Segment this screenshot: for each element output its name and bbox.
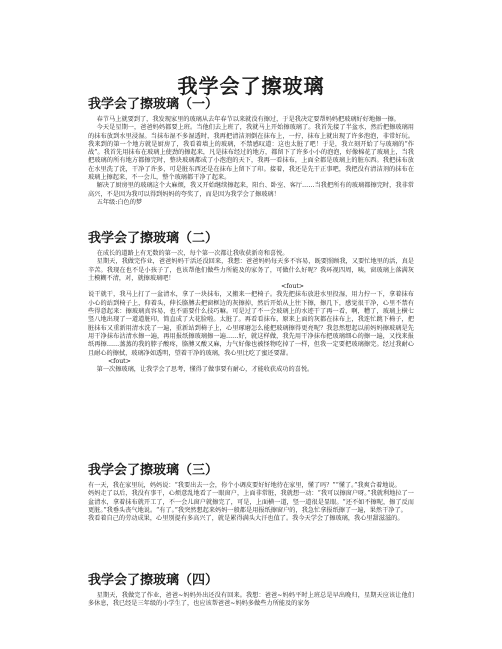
section-2-paragraph: 星期天，我做完作业，爸爸妈妈干活还没回来，我想：爸爸妈妈每天多不容易，既要照顾我，又要忙地里的活，真是辛苦。我现在也不是小孩子了，也该帮他们做些力所能及的家务了，可做什么好呢？我环视四周，咦，窗玻璃上落满灰土模糊不清，对，就擦玻璃吧！ bbox=[88, 258, 414, 282]
section-2-paragraph: 说干就干，我马上打了一盆清水，拿了一块抹布，又搬来一把椅子。我先把抹布放进水里投湿，用力拧一下，拿着抹布小心的站到椅子上，仰着头，伸长胳膊去把窗框边的灰擦掉，然后开始从上往下擦，擦几下，感觉很干净，心里不禁有些得意起来：擦玻璃真容易，也不需要什么技巧嘛。可是过了不一会玻璃上的水迹干了再一看，啊，糟了，玻璃上横七竖八地出现了一道道脏印，简直成了大花脸啦。太脏了。再看看抹布，原来上面的灰都在抹布上，我连忙跳下椅子，把脏抹布又重新用清水洗了一遍，重新站到椅子上，心里琢磨怎么能把玻璃擦得更亮呢？我忽然想起以前妈妈擦玻璃是先用干净抹布沾清水擦一遍，再用报纸擦玻璃擦一遍……好，就这样做，我先用干净抹布把玻璃细心的擦一遍，又找来报纸再擦……蒸蒸的我的脖子酸疼，胳膊又酸又麻，力气好像也被怪物吃掉了一样，但我一定要把玻璃擦完。经过我耐心且耐心的擦拭，玻璃净如透明，望着干净的玻璃，我心里比吃了蜜还要甜。 bbox=[88, 291, 414, 357]
section-4-paragraph: 星期天，我做完了作业，爸爸~妈妈外出还没有回来。我想：爸爸~妈妈平时上班总是早出晚归，星期天应该让他们多休息，我已经是三年级的小学生了，也应该帮爸爸~妈妈多做些力所能及的家务 bbox=[88, 592, 414, 608]
section-3 bbox=[88, 462, 414, 523]
section-3-heading: 我学会了擦玻璃（三） bbox=[88, 463, 219, 478]
section-1-paragraph: 解决了厨房里的玻璃这个大麻烦，我又开始继续擦起来，阳台、卧室、客厅……当我把所有的玻璃都擦完时，我非常高兴，不是因为我可以得到妈妈的夸奖了，而是因为我学会了擦玻璃！ bbox=[88, 182, 414, 198]
section-2-heading: 我学会了擦玻璃（二） bbox=[88, 231, 219, 246]
section-3-paragraph: 我看着自己的劳动成果，心里别提有多高兴了，就是累得满头大汗也值了。我今天学会了擦玻璃，我心里甜滋滋的。 bbox=[88, 515, 404, 523]
section-3-paragraph: 有一天，我在家里玩，妈妈说：“我要出去一会，你个小调皮要好好地待在家里，懂了吗？”“懂了。”我爽合着地说。 bbox=[88, 482, 401, 489]
section-2 bbox=[88, 230, 414, 374]
section-1-heading: 我学会了擦玻璃（一） bbox=[88, 97, 219, 112]
section-2-paragraph: 第一次擦玻璃，让我学会了思考，懂得了做事要有耐心，才能收获成功的喜悦。 bbox=[96, 366, 314, 374]
section-1-paragraph: 今天是星期一，爸爸妈妈都要上班。当他们去上班了，我就马上开始擦玻璃了。我首先接了半盆水，然后把擦玻璃用的抹布放到水里浸湿。当抹布湿不多湿透时，我再把清洁剂倒在抹布上，一拧，抹布上就出现了许多泡泡，非常好玩。我来到的第一个地方就是厨房了，我看着墙上的玻璃，不禁感叹道：这也太脏了吧！于是，我立刻开始了与玻璃的“作战”。我首先用抹布在玻璃上使劲的擦起来，凡是抹布经过的地方，都留下了许多小小的泡泡，好像棉花了玻璃上，当我把玻璃的所有地方都擦完时，整块玻璃都成了小泡泡的天下，我再一看抹布，上面全都是玻璃上的脏东西。我把抹布放在水里洗了洗，干净了许多，可是脏东西还是在抹布上留下了印。接着，我还是先干正事吧，我把没有清洁剂的抹布在玻璃上擦起来，不一会儿，整个玻璃都干净了起来。 bbox=[88, 124, 414, 182]
section-1-author: 五年级:白色的梦 bbox=[96, 198, 143, 206]
section-4-heading: 我学会了擦玻璃（四） bbox=[88, 573, 219, 588]
section-2-tag: <fout> bbox=[281, 283, 304, 291]
section-4 bbox=[88, 572, 414, 609]
document-title: 我学会了擦玻璃 bbox=[177, 74, 325, 98]
section-1 bbox=[88, 96, 414, 207]
section-2-tag: <fout> bbox=[108, 357, 131, 365]
section-3-paragraph: 妈妈走了以后，我没有事干，心烦意乱地看了一眼窗户，上面非常脏，我就想一动：“我可以擦窗户呀。”我就利地拉了一盆清水，拿着抹布就开工了，不一会儿窗户就擦完了，可是，上面横一道，竖一道很是显眼。“还不如不擦呢，擦了反而更脏。”我垂头丧气地说。“有了。”我突然想起来妈妈一般都是用报纸擦窗户的，我急忙拿报纸擦了一遍，果然干净了。 bbox=[88, 490, 414, 514]
section-1-paragraph: 春节马上就要到了，我发现家里的玻璃从去年春节以来就没有擦过，于是我决定要帮妈妈把玻璃好好地擦一擦。 bbox=[96, 116, 400, 123]
section-2-paragraph: 在成长的道路上有无数的第一次，每个第一次都让我收获新奇和喜悦。 bbox=[96, 250, 289, 257]
